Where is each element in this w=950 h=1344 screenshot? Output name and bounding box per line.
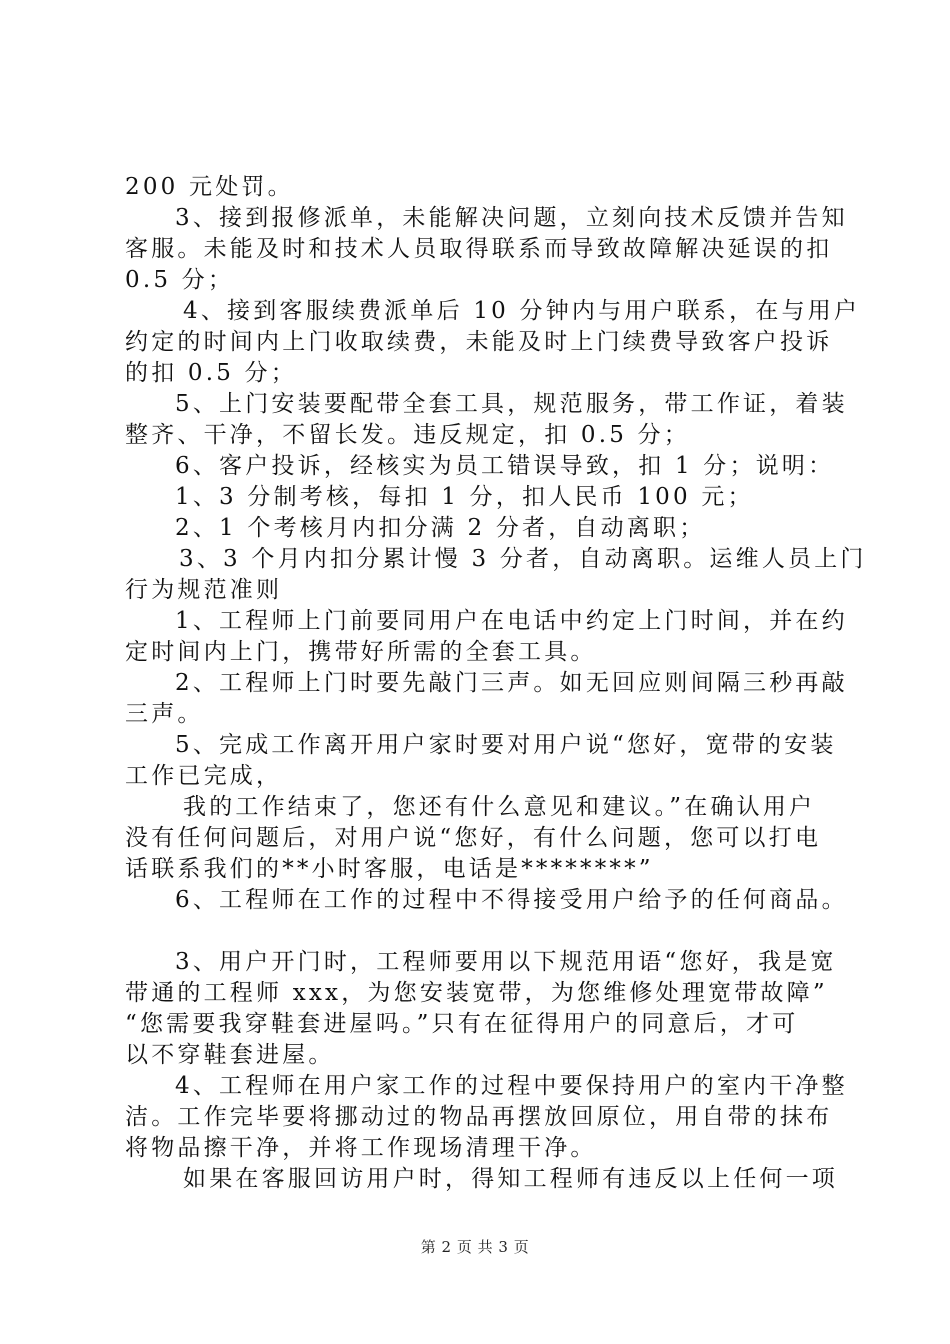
text-line: 5、完成工作离开用户家时要对用户说“您好，宽带的安装 [175,732,837,758]
text-line: 行为规范准则 [125,577,283,603]
text-line: 6、客户投诉，经核实为员工错误导致，扣 1 分；说明： [175,453,835,479]
text-line: 带通的工程师 xxx，为您安装宽带，为您维修处理宽带故障” [125,980,828,1006]
text-line: 5、上门安装要配带全套工具，规范服务，带工作证，着装 [175,391,848,417]
text-line [125,916,835,947]
text-line: 我的工作结束了，您还有什么意见和建议。”在确认用户 [183,794,816,820]
text-line: 整齐、干净，不留长发。违反规定，扣 0.5 分； [125,422,690,448]
text-line: 2、工程师上门时要先敲门三声。如无回应则间隔三秒再敲 [175,670,848,696]
text-line: 1、工程师上门前要同用户在电话中约定上门时间，并在约 [175,608,848,634]
text-line: 4、工程师在用户家工作的过程中要保持用户的室内干净整 [175,1073,848,1099]
text-line: 4、接到客服续费派单后 10 分钟内与用户联系，在与用户 [183,298,861,324]
text-line: 6、工程师在工作的过程中不得接受用户给予的任何商品。 [175,887,848,913]
text-line: 0.5 分； [125,267,235,293]
text-line: 工作已完成， [125,763,283,789]
text-line: 如果在客服回访用户时，得知工程师有违反以上任何一项 [183,1166,838,1192]
text-line: 的扣 0.5 分； [125,360,297,386]
text-line: 2、1 个考核月内扣分满 2 分者，自动离职； [175,515,706,541]
text-line: 话联系我们的**小时客服，电话是********” [125,856,654,882]
text-line: 将物品擦干净，并将工作现场清理干净。 [125,1135,597,1161]
text-line: 3、用户开门时，工程师要用以下规范用语“您好，我是宽 [175,949,837,975]
text-line: 3、3 个月内扣分累计慢 3 分者，自动离职。运维人员上门 [179,546,867,572]
text-line: 三声。 [125,701,204,727]
text-line: 1、3 分制考核，每扣 1 分，扣人民币 100 元； [175,484,754,510]
text-line: 约定的时间内上门收取续费，未能及时上门续费导致客户投诉 [125,329,833,355]
text-line: 洁。工作完毕要将挪动过的物品再摆放回原位，用自带的抹布 [125,1104,833,1130]
text-line: 定时间内上门，携带好所需的全套工具。 [125,639,597,665]
text-line: 客服。未能及时和技术人员取得联系而导致故障解决延误的扣 [125,236,833,262]
document-body [125,172,867,1195]
text-line: “您需要我穿鞋套进屋吗。”只有在征得用户的同意后，才可 [125,1011,799,1037]
page-footer: 第 2 页 共 3 页 [420,1238,530,1256]
text-line: 没有任何问题后，对用户说“您好，有什么问题，您可以打电 [125,825,822,851]
text-line: 3、接到报修派单，未能解决问题，立刻向技术反馈并告知 [175,205,848,231]
text-line: 200 元处罚。 [125,174,294,200]
text-line: 以不穿鞋套进屋。 [125,1042,335,1068]
